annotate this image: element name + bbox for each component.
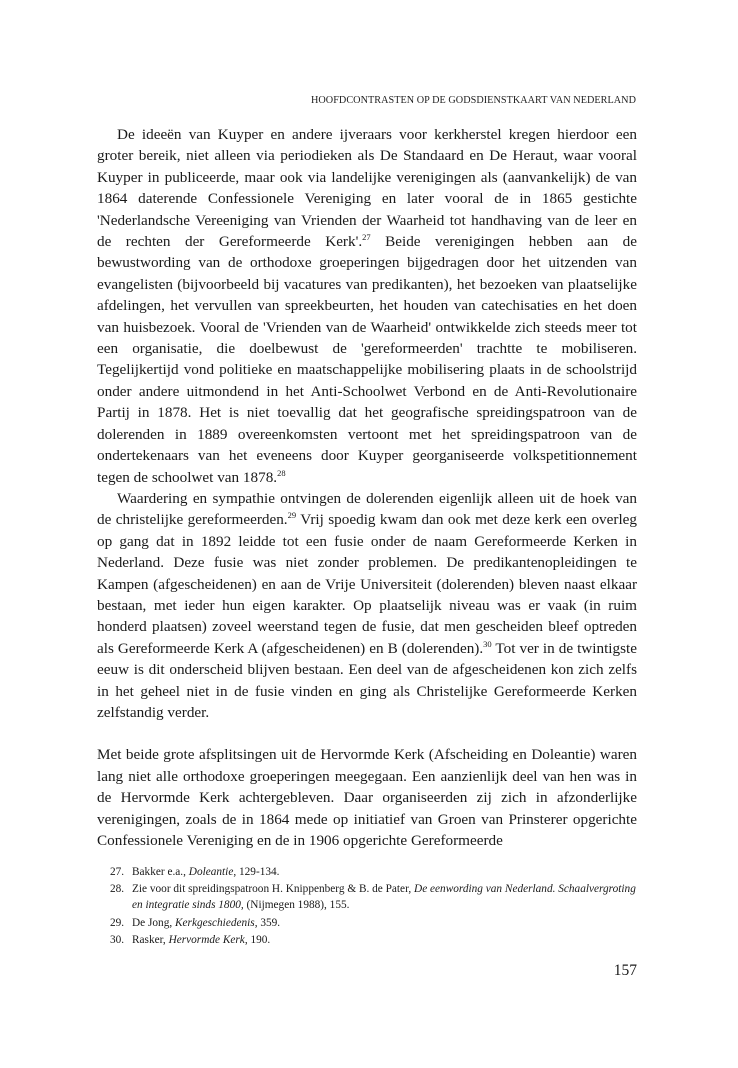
footnote-text	[132, 932, 637, 948]
footnote-pages: (Nijmegen 1988), 155.	[243, 899, 350, 912]
footnote-pages: , 190.	[244, 933, 271, 946]
footnote-title: Kerkgeschiedenis	[175, 916, 255, 929]
footnote-text	[132, 915, 637, 931]
paragraph-1-text-b: Beide verenigingen hebben aan de bewustwording van de orthodoxe groeperingen bijgedragen door het uitzenden van evangelisten (bijvoorbeeld bij vacatures van predikanten), het bezoeken van plaatselijke afdelingen, het vervullen van spreekbeurten, het houden van catechisaties en het doen van huisbezoek. Vooral de 'Vrienden van de Waarheid' ontwikkelde zich steeds meer tot een organisatie, die doelbewust de 'gereformeerden' trachtte te mobiliseren. Tegelijkertijd vond politieke en maatschappelijke mobilisering plaats in de schoolstrijd onder andere uitmondend in het Anti-Schoolwet Verbond en de Anti-Revolutionaire Partij in 1878. Het is niet toevallig dat het geografische spreidingspatroon van de dolerenden in 1889 overeenkomsten vertoont met het spreidingspatroon van de ondertekenaars van het eveneens door Kuyper georganiseerde volkspetitionnement tegen de schoolwet van 1878.	[97, 233, 637, 486]
footnote-author: De Jong,	[132, 916, 175, 929]
footnote-ref-28[interactable]: 28	[277, 467, 286, 478]
footnote-ref-27[interactable]: 27	[362, 231, 371, 242]
footnote-pages: , 129-134.	[233, 866, 280, 878]
footnotes	[110, 864, 637, 949]
paragraph-2-text-b: Vrij spoedig kwam dan ook met deze kerk een overleg op gang dat in 1892 leidde tot een fusie onder de naam Gereformeerde Kerken in Nederland. Deze fusie was niet zonder problemen. De predikantenopleidingen te Kampen (afgescheidenen) en aan de Vrije Universiteit (dolerenden) bleven naast elkaar bestaan, met ieder hun eigen karakter. Op plaatselijk niveau was er vaak (in ruim honderd plaatsen) zoveel weerstand tegen de fusie, dat men gescheiden bleef optreden als Gereformeerde Kerk A (afgescheidenen) en B (dolerenden).	[97, 511, 637, 657]
footnote-text	[132, 881, 637, 913]
paragraph-2-text-c: Tot ver in de twintigste eeuw is dit onderscheid blijven bestaan. Een deel van de afgescheidenen kon zich zelfs in het geheel niet in de fusie vinden en ging als Christelijke Gereformeerde Kerken zelfstandig verder.	[97, 639, 637, 721]
footnote-author: Bakker e.a.,	[132, 866, 189, 878]
footnote-ref-29[interactable]: 29	[287, 510, 297, 521]
body-text	[97, 124, 637, 851]
footnote-title: De eenwording van Nederland. Schaalvergroting en integratie sinds 1800,	[132, 883, 636, 912]
footnote-30	[110, 932, 637, 948]
footnote-author: Zie voor dit spreidingspatroon H. Knippenberg & B. de Pater,	[132, 883, 415, 896]
footnote-pages: , 359.	[254, 916, 281, 929]
footnote-27	[110, 864, 637, 880]
paragraph-2	[97, 488, 637, 723]
paragraph-2-text-a: Waardering en sympathie ontvingen de dolerenden eigenlijk alleen uit de hoek van de christelijke gereformeerden.	[97, 489, 637, 529]
paragraph-1	[97, 124, 637, 488]
page-number: 157	[613, 962, 637, 979]
footnote-title: Doleantie	[188, 866, 234, 878]
footnote-number: 28.	[110, 883, 125, 896]
paragraph-1-text-a: De ideeën van Kuyper en andere ijveraars voor kerkherstel kregen hierdoor een groter bereik, niet alleen via periodieken als De Standaard en De Heraut, waar vooral Kuyper in publiceerde, maar ook via landelijke verenigingen als (aanvankelijk) de van 1864 daterende Confessionele Vereniging en later vooral de in 1865 gestichte 'Nederlandsche Vereeniging van Vrienden der Waarheid tot handhaving van de leer en de rechten der Gereformeerde Kerk'.	[97, 126, 637, 251]
footnote-number: 29.	[110, 916, 125, 929]
footnote-number: 30.	[110, 933, 125, 946]
footnote-text	[132, 864, 637, 880]
footnote-29	[110, 915, 637, 931]
footnote-number: 27.	[110, 866, 125, 878]
footnote-ref-30[interactable]: 30	[483, 638, 492, 649]
footnote-title: Hervormde Kerk	[168, 933, 245, 946]
paragraph-3: Met beide grote afsplitsingen uit de Hervormde Kerk (Afscheiding en Doleantie) waren lang niet alle orthodoxe groeperingen meegegaan. Een aanzienlijk deel van hen was in de Hervormde Kerk achtergebleven. Daar organiseerden zij zich in afzonderlijke verenigingen, zoals de in 1864 mede op initiatief van Groen van Prinsterer opgerichte Confessionele Vereniging en de in 1906 opgerichte Gereformeerde	[97, 746, 637, 849]
footnote-28	[110, 881, 637, 913]
running-head: HOOFDCONTRASTEN OP DE GODSDIENSTKAART VAN NEDERLAND	[310, 95, 636, 106]
footnote-author: Rasker,	[132, 933, 169, 946]
